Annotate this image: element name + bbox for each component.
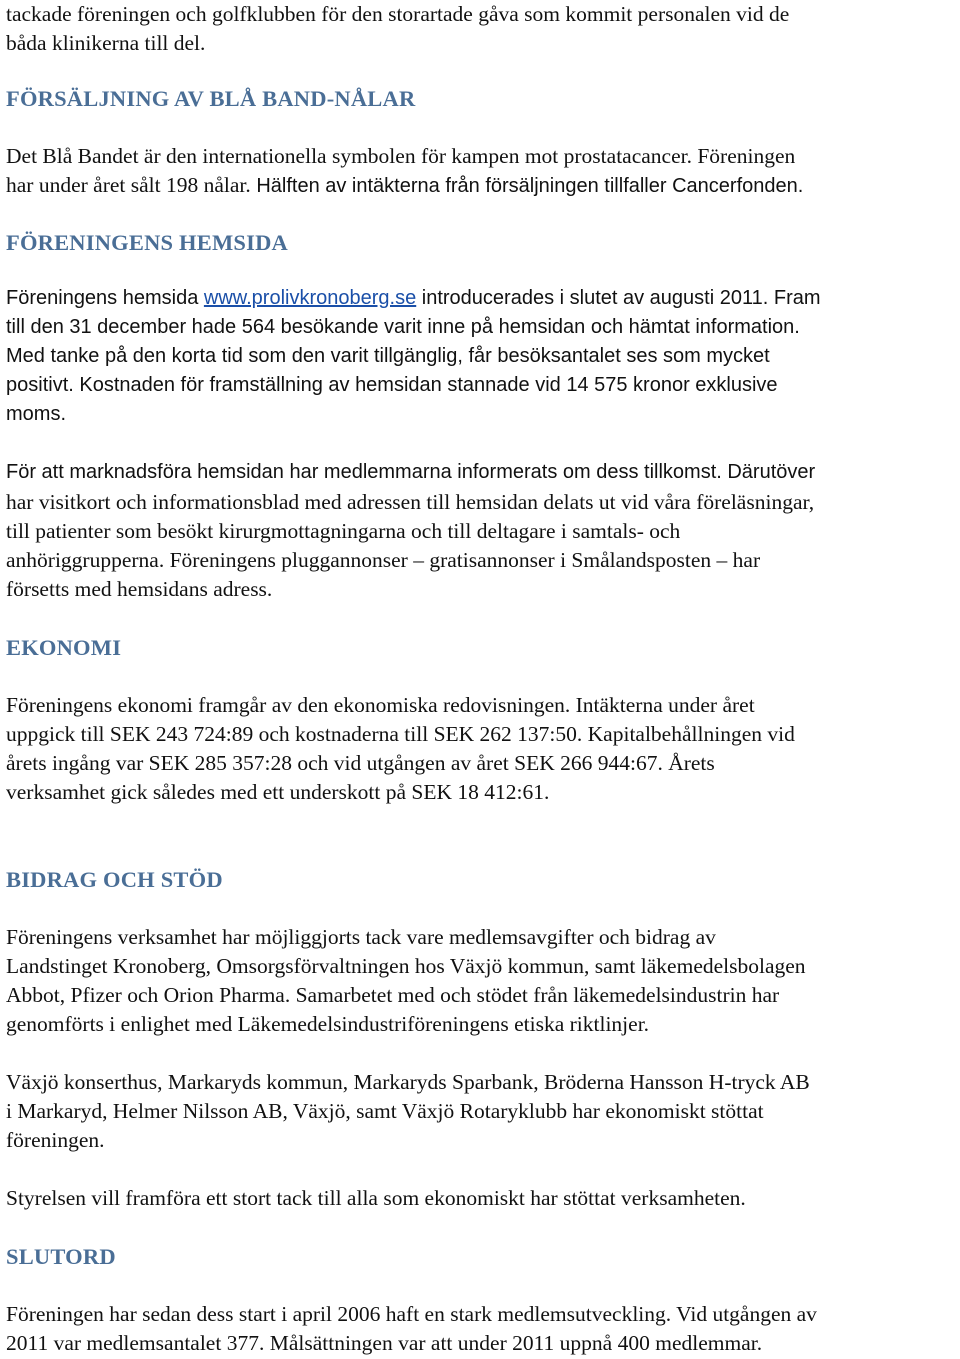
support-line: Växjö konserthus, Markaryds kommun, Markaryds Sparbank, Bröderna Hansson H-tryck AB bbox=[6, 1070, 810, 1094]
website-line: Med tanke på den korta tid som den varit tillgänglig, får besöksantalet ses som mycket bbox=[6, 345, 770, 367]
website-text: Föreningens hemsida bbox=[6, 287, 204, 309]
intro-line: tackade föreningen och golfklubben för den storartade gåva som kommit personalen vid de bbox=[6, 2, 790, 26]
economy-line: Föreningens ekonomi framgår av den ekonomiska redovisningen. Intäkterna under året bbox=[6, 693, 755, 717]
closing-line: Föreningen har sedan dess start i april 2006 haft en stark medlemsutveckling. Vid utgången av bbox=[6, 1302, 817, 1326]
blue-ribbon-text: har under året sålt 198 nålar. bbox=[6, 173, 251, 197]
heading-support: BIDRAG OCH STÖD bbox=[6, 867, 223, 892]
support-line: Föreningens verksamhet har möjliggjorts tack vare medlemsavgifter och bidrag av bbox=[6, 925, 716, 949]
website-line: moms. bbox=[6, 403, 66, 425]
website-line bbox=[6, 284, 821, 313]
heading-website: FÖRENINGENS HEMSIDA bbox=[6, 230, 288, 255]
heading-blue-ribbon: FÖRSÄLJNING AV BLÅ BAND-NÅLAR bbox=[6, 86, 416, 111]
economy-line: årets ingång var SEK 285 357:28 och vid utgången av året SEK 266 944:67. Årets bbox=[6, 751, 715, 775]
marketing-line: till patienter som besökt kirurgmottagningarna och till deltagare i samtals- och bbox=[6, 519, 681, 543]
support-line: Abbot, Pfizer och Orion Pharma. Samarbetet med och stödet från läkemedelsindustrin har bbox=[6, 983, 780, 1007]
website-link[interactable]: www.prolivkronoberg.se bbox=[203, 287, 417, 309]
blue-ribbon-text: Hälften av intäkterna från försäljningen tillfaller Cancerfonden. bbox=[250, 175, 804, 197]
website-text: introducerades i slutet av augusti 2011. Fram bbox=[416, 287, 821, 309]
intro-line: båda klinikerna till del. bbox=[6, 31, 206, 55]
marketing-line: har visitkort och informationsblad med adressen till hemsidan delats ut vid våra föreläsningar, bbox=[6, 490, 815, 514]
heading-economy: EKONOMI bbox=[6, 635, 122, 660]
support-line: Styrelsen vill framföra ett stort tack till alla som ekonomiskt har stöttat verksamheten. bbox=[6, 1186, 746, 1210]
support-line: Landstinget Kronoberg, Omsorgsförvaltningen hos Växjö kommun, samt läkemedelsbolagen bbox=[6, 954, 806, 978]
economy-line: verksamhet gick således med ett underskott på SEK 18 412:61. bbox=[6, 780, 550, 804]
support-line: föreningen. bbox=[6, 1128, 105, 1152]
marketing-line: För att marknadsföra hemsidan har medlemmarna informerats om dess tillkomst. Därutöver bbox=[6, 461, 816, 483]
website-line: positivt. Kostnaden för framställning av hemsidan stannade vid 14 575 kronor exklusive bbox=[6, 374, 778, 396]
blue-ribbon-line: Det Blå Bandet är den internationella symbolen för kampen mot prostatacancer. Föreningen bbox=[6, 144, 796, 168]
marketing-line: försetts med hemsidans adress. bbox=[6, 577, 273, 601]
heading-closing: SLUTORD bbox=[6, 1244, 116, 1269]
support-line: i Markaryd, Helmer Nilsson AB, Växjö, samt Växjö Rotaryklubb har ekonomiskt stöttat bbox=[6, 1099, 764, 1123]
economy-line: uppgick till SEK 243 724:89 och kostnaderna till SEK 262 137:50. Kapitalbehållningen vid bbox=[6, 722, 795, 746]
marketing-line: anhöriggrupperna. Föreningens pluggannonser – gratisannonser i Smålandsposten – har bbox=[6, 548, 761, 572]
closing-line: 2011 var medlemsantalet 377. Målsättningen var att under 2011 uppnå 400 medlemmar. bbox=[6, 1331, 763, 1355]
website-line: till den 31 december hade 564 besökande varit inne på hemsidan och hämtat information. bbox=[6, 316, 800, 338]
blue-ribbon-line bbox=[6, 171, 803, 201]
support-line: genomförts i enlighet med Läkemedelsindustriföreningens etiska riktlinjer. bbox=[6, 1012, 650, 1036]
